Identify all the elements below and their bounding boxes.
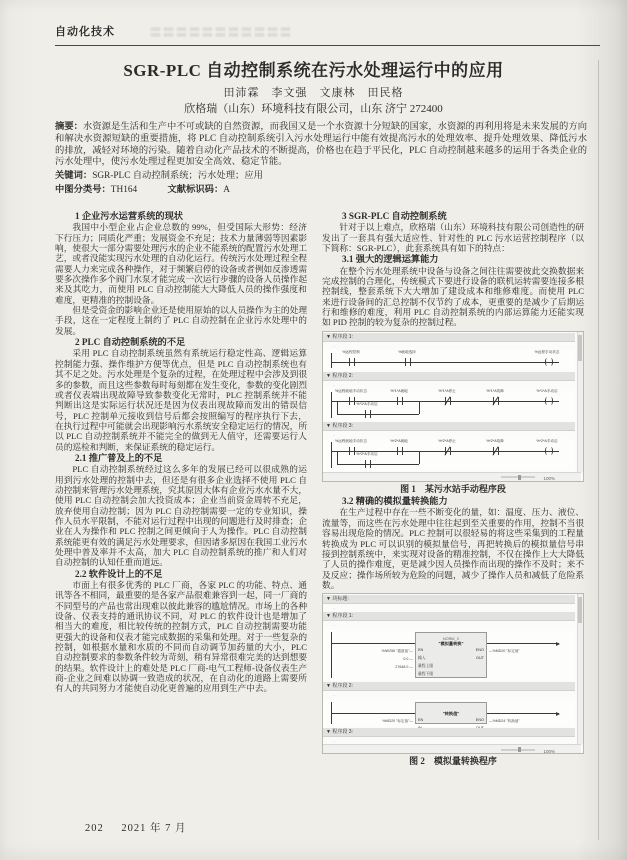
block-output-pin: ENO — [475, 718, 484, 723]
network-header-bar: ▼ 程序段 3: — [323, 728, 575, 737]
contact-label: %*2*A手动启 — [356, 451, 378, 456]
power-rail — [331, 353, 332, 368]
contact-bar — [450, 447, 451, 455]
contact-bar — [405, 358, 406, 366]
contact-bar — [349, 358, 350, 366]
keywords-line — [55, 171, 587, 183]
network-comment: .. — [333, 342, 336, 348]
section-1-heading: 1 企业污水运营系统的现状 — [75, 211, 183, 221]
network-header-bar: ▼ 程序段 1: — [323, 333, 575, 342]
left-column — [55, 210, 307, 694]
coil-paren-right — [549, 397, 553, 405]
contact-label: %*1*A手动启 — [356, 401, 378, 406]
journal-header — [55, 22, 600, 46]
contact-bar — [397, 447, 398, 455]
contact-label: %远程就地手动状态 — [335, 438, 367, 443]
paragraph: 但是受资金的影响企业还是使用原始的以人员操作为主的处理手段，这在一定程度上制约了 PLC 自动控制在企业污水处理中的发展。 — [55, 305, 307, 336]
branch-rail — [337, 401, 338, 414]
contact-bar — [397, 397, 398, 405]
block-operand-label: %IW256 "通道值"— — [381, 649, 413, 654]
network-comment: .. — [333, 605, 336, 611]
abstract-label: 摘要： — [55, 122, 84, 132]
network-header-bar: ▼ 程序段 2: — [323, 682, 575, 691]
rung-line — [331, 362, 559, 363]
keywords-label: 关键词： — [55, 171, 93, 182]
ladder-rung — [323, 350, 575, 371]
power-rail — [331, 392, 332, 418]
fbd-network — [323, 629, 575, 681]
contact-label: %就地选择 — [398, 349, 416, 354]
block-sub-name: NORM_X — [442, 637, 460, 642]
block-operand-label: 0.0 — — [403, 657, 413, 662]
contact-label: %*2*A停止 — [438, 438, 456, 443]
branch-line — [337, 464, 419, 465]
contact-bar — [498, 447, 499, 455]
network-comment: .. — [333, 381, 336, 387]
branch-line — [337, 414, 419, 415]
figure-status-bar — [323, 472, 581, 481]
power-rail — [331, 442, 332, 468]
paragraph: 采用 PLC 自动控制系统虽然有系统运行稳定性高、逻辑运算控制能力强、操作维护方便等优点，但是 PLC 自动控制系统也有其不足之处。污水处理是个复杂的过程，在处理过程中会涉及到很多的参数，而且这些参数每时每刻都在发生变化，参数的变化剧烈或者仪表端出现故障导致参数变化无常时，PLC 控制系统并不能判断出这是实际运行状况还是因为仪表出现故障而发出的错误信号，PLC 控制单元接收到信号后都会按照编写的程序执行下去，在执行过程中可能就会出现影响污水系统安全稳定运行的情况，所以 PLC 自动控制系统并不能完全的做到无人值守，还需要运行人员的巡检和判断，来保证系统的稳定运行。 — [55, 348, 307, 452]
block-name: "模拟量转换" — [438, 641, 464, 647]
output-line — [487, 643, 559, 644]
branch-rail — [337, 451, 338, 464]
figure-2-fbd-program-screenshot — [322, 593, 584, 754]
contact-bar — [498, 397, 499, 405]
right-column — [322, 210, 584, 769]
network-comment: .. — [333, 692, 336, 698]
fbd-network — [323, 699, 575, 727]
abstract-text — [55, 122, 587, 169]
figure-2-caption: 图 2 模拟量转换程序 — [409, 756, 497, 767]
output-line — [487, 713, 559, 714]
doc-code-label: 文献标识码： — [167, 184, 224, 195]
issue-date: 2021 年 7 月 — [121, 823, 187, 834]
paper-title: SGR-PLC 自动控制系统在污水处理运行中的应用 — [123, 61, 504, 80]
section-2-1-heading: 2.1 推广普及上的不足 — [75, 452, 163, 463]
contact-bar — [365, 410, 366, 418]
output-operand-label: —%MD24 "转换值" — [489, 719, 520, 724]
network-header-bar: ▼ 程序段 1: — [323, 612, 575, 621]
contact-bar — [370, 460, 371, 468]
zoom-level-text: 100% — [543, 476, 555, 482]
block-input-pin: EN — [418, 718, 424, 723]
function-block — [415, 702, 487, 724]
ladder-rung — [323, 439, 575, 471]
block-input-pin: EN — [418, 648, 424, 653]
paragraph: 市面上有很多优秀的 PLC 厂商，各家 PLC 的功能、特点、通讯等各不相同，最重要的是各家产品很难兼容到一起，同一厂商的不同型号的产品也常出现难以彼此兼容的尴尬情况。市场上的各种设备、仪表支持的通讯协议不同，对 PLC 的软件设计也是增加了相当大的难度，相比较传统的控制方式，PLC 自动控制需要功能更强大的设备和仪表才能完成数据的采集和处理。对于一些复杂的控制，如根据水量和水质的不同而自动调节加药量的大小，PLC 自动控制要求的参数条件较为苛刻，稍有异常很难完美的达到想要的结果。软件设计上的难处是 PLC 厂商-电气工程师-设备仪表生产商-企业之间难以协调一致造成的状况，在自动化的道路上需要所有人的共同努力才能使自动化更普遍的应用到生产中去。 — [55, 580, 307, 694]
paragraph: 我国中小型企业占企业总数的 99%，但受国际大形势：经济下行压力；同质化严重；发展资金不充足；技术力量薄弱等因素影响，使很大一部分需要处理污水的企业不能系统的配置污水处理工艺，或者没能实现污水处理的自动化运行。传统污水处理过程全程需要人力来完成各种操作，对于频繁启停的设备或者例如反渗透需要多次操作多个阀门水泵才能完成一次运行步骤的设备人员操作起来及其吃力，而使用 PLC 自动控制能大大降低人员的操作强度和难度，更精准的控制设备。 — [55, 222, 307, 305]
function-block — [415, 632, 487, 678]
contact-label: %远程就地手动状态 — [335, 388, 367, 393]
journal-section-label: 自动化技术 — [55, 26, 115, 38]
block-output-pin: OUT — [475, 656, 484, 661]
zoom-level-text: 100% — [543, 748, 555, 754]
block-input-pin: 量程上限 — [418, 664, 434, 669]
coil-paren-right — [549, 358, 553, 366]
coil-label: %*1*A手动启 — [536, 388, 558, 393]
network-comment: .. — [333, 431, 336, 437]
block-operand-label: %MD20 "标定值"— — [382, 719, 413, 724]
network-header-bar: ▼ 程序段 3: — [323, 422, 575, 431]
contact-label: %*2*A就地 — [390, 438, 408, 443]
arrow-head — [556, 712, 560, 716]
zoom-slider-thumb — [518, 475, 521, 480]
section-2-2-heading: 2.2 软件设计上的不足 — [75, 568, 163, 579]
scrollbar-thumb — [578, 335, 582, 361]
block-operand-label: 27648.0 — — [395, 665, 413, 670]
network-header-bar: ▼ 程序段 2: — [323, 372, 575, 381]
network-header-bar: ▼ 块标题: — [323, 595, 575, 604]
branch-rail — [419, 451, 420, 464]
network-comment: .. — [333, 622, 336, 628]
doc-code-value: A — [223, 184, 230, 195]
scrollbar-thumb — [578, 597, 582, 623]
coil-label: %远程手动状态 — [534, 349, 560, 354]
coil-paren-right — [549, 447, 553, 455]
block-output-pin: ENO — [475, 648, 484, 653]
contact-label: %*2*A故障 — [486, 438, 504, 443]
contact-bar — [402, 397, 403, 405]
section-2-heading: 2 PLC 自动控制系统的不足 — [75, 337, 186, 348]
arrow-head — [556, 642, 560, 646]
input-line — [331, 713, 415, 714]
block-name: "转换值" — [442, 711, 460, 717]
contact-bar — [402, 447, 403, 455]
contact-label: %*1*A故障 — [486, 388, 504, 393]
zoom-slider-thumb — [518, 747, 521, 752]
clc-label: 中图分类号： — [55, 184, 111, 195]
contact-bar — [365, 460, 366, 468]
input-line — [331, 643, 415, 644]
power-rail — [331, 632, 332, 678]
clc-value: TH164 — [110, 184, 138, 195]
figure-status-bar — [323, 744, 581, 753]
paper-affiliation: 欣格瑞（山东）环境科技有限公司，山东 济宁 272400 — [184, 103, 443, 115]
section-3-2-heading: 3.2 精确的模拟量转换能力 — [342, 496, 448, 507]
output-operand-label: —%MD20 "标定值" — [489, 649, 520, 654]
keywords-text: SGR-PLC 自动控制系统；污水处理；应用 — [92, 171, 263, 182]
paragraph: 在整个污水处理系统中设备与设备之间往往需要彼此交换数据来完成控制的合理化，传统模式下要进行设备的联机运转需要连接多根控制线，整套系统下大大增加了建设成本和维修难度。而使用 PLC 来进行设备间的汇总控制不仅节约了成本，更重要的是减少了后期运行和维修的难度，利用 PLC 自动控制系统的内部运算能力还能实现如 PID 控制的较为复杂的控制过程。 — [322, 265, 584, 328]
page-footer — [85, 820, 201, 835]
block-input-pin: 输入 — [418, 656, 426, 661]
figure-1-caption: 图 1 某污水站手动程序段 — [400, 483, 506, 494]
abstract-block — [55, 122, 587, 197]
contact-bar — [354, 358, 355, 366]
section-3-1-heading: 3.1 强大的逻辑运算能力 — [342, 254, 439, 265]
classification-line — [55, 185, 587, 197]
contact-label: %远程控制 — [342, 349, 360, 354]
contact-label: %*1*A就地 — [390, 388, 408, 393]
ladder-rung — [323, 389, 575, 421]
figure-1-ladder-program-screenshot — [322, 331, 584, 482]
section-3-heading: 3 SGR-PLC 自动控制系统 — [342, 211, 447, 221]
contact-bar — [370, 410, 371, 418]
contact-bar — [450, 397, 451, 405]
page-number: 202 — [85, 823, 104, 834]
coil-label: %*2*A手动启 — [536, 438, 558, 443]
network-comment: .. — [333, 738, 336, 744]
paragraph: 针对于以上难点，欣格瑞（山东）环境科技有限公司创造性的研发出了一套具有强大适应性、针对性的 PLC 污水运营控制程序（以下简称：SGR-PLC），此套系统具有如下的特点： — [322, 222, 584, 254]
paragraph: 在生产过程中存在一些不断变化的量，如：温度、压力、液位、流量等，而这些在污水处理中往往起到至关重要的作用，控制不当很容易出现危险的情况。PLC 控制可以很轻易的将这些采集到的工程量转换成为 PLC 可以识别的模拟量信号，再把转换后的模拟量信号串接到控制系统中，来实现对设备的精准控制，不仅在操作上大大降低了人员的操作难度，更是减少因人员操作而出现的操作不及时；来不及反应；操作场所较为危险的问题，减少了操作人员和减低了危险系数。 — [322, 507, 584, 590]
contact-bar — [410, 358, 411, 366]
paper-authors: 田沛霖 李文强 文康林 田民格 — [223, 87, 404, 99]
contact-label: %*1*A停止 — [438, 388, 456, 393]
bleed-through-watermark: 〓〓〓〓〓〓〓〓〓〓〓 — [150, 27, 293, 39]
paragraph: PLC 自动控制系统经过这么多年的发展已经可以很成熟的运用到污水处理的控制中去，但还是有很多企业选择不使用 PLC 自动控制来管理污水处理系统，究其原因大体有企业污水水量不大，使用 PLC 自动控制会加大投资成本；企业当前资金周转不充足，放弃使用自动控制；因为 PLC 自动控制需要一定的专业知识，操作人员水平限制，不能对运行过程中出现的问题进行及时排查；企业在人为操作和 PLC 控制之间更倾向于人为操作。PLC 自动控制系统能更有效的满足污水处理要求，但因诸多原因在我国工业污水处理中普及率并不太高，加大 PLC 自动控制系统的推广和人们对自动控制的认知任重而道远。 — [55, 464, 307, 568]
branch-rail — [419, 401, 420, 414]
abstract-body: 水资源是生活和生产中不可或缺的自然资源，而我国又是一个水资源十分短缺的国家，水资源的再利用将是未来发展的方向和解决水资源短缺的重要措施，将 PLC 自动控制系统引入污水处理运行中能有效提高污水的处理效率、提升处理效果、降低污水的排放，减轻对环境的污染。随着自动化产品技术的不断提高，价格也在趋于平民化，PLC 自动控制越来越多的运用于各类企业的污水处理中，使污水处理过程更加安全高效、稳定节能。 — [55, 122, 587, 168]
scan-edge-line — [598, 60, 599, 840]
block-input-pin: 量程下限 — [418, 672, 434, 677]
